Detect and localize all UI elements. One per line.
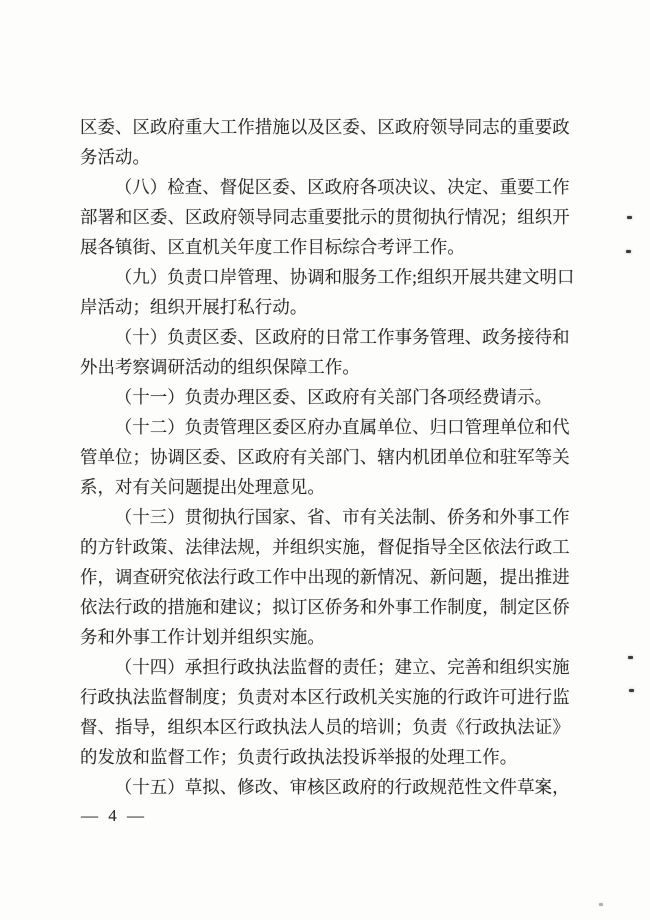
text-line: 务活动。 xyxy=(80,147,150,167)
text-line: 依法行政的措施和建议；拟订区侨务和外事工作制度，制定区侨 xyxy=(80,597,570,617)
text-line: （十）负责区委、区政府的日常工作事务管理、政务接待和 xyxy=(114,327,570,347)
scan-speck xyxy=(629,689,634,692)
text-line: 的发放和监督工作；负责行政执法投诉举报的处理工作。 xyxy=(80,747,518,767)
page-number: — 4 — xyxy=(81,806,147,825)
text-line: 管单位；协调区委、区政府有关部门、辖内机团单位和驻军等关 xyxy=(80,447,570,467)
text-line: （十三）贯彻执行国家、省、市有关法制、侨务和外事工作 xyxy=(114,507,570,527)
text-line: （十四）承担行政执法监督的责任；建立、完善和组织实施 xyxy=(114,657,570,677)
text-line: （十一）负责办理区委、区政府有关部门各项经费请示。 xyxy=(114,387,553,407)
text-line: 作，调查研究依法行政工作中出现的新情况、新问题，提出推进 xyxy=(80,567,570,587)
text-line: 展各镇街、区直机关年度工作目标综合考评工作。 xyxy=(80,237,465,257)
text-line: 务和外事工作计划并组织实施。 xyxy=(80,627,325,647)
text-line: 外出考察调研活动的组织保障工作。 xyxy=(80,357,360,377)
text-line: （十二）负责管理区委区府办直属单位、归口管理单位和代 xyxy=(114,417,570,437)
text-line: 系，对有关问题提出处理意见。 xyxy=(80,477,325,497)
text-line: 区委、区政府重大工作措施以及区委、区政府领导同志的重要政 xyxy=(80,117,570,137)
text-line: （十五）草拟、修改、审核区政府的行政规范性文件草案， xyxy=(114,777,570,797)
text-line: 岸活动；组织开展打私行动。 xyxy=(80,297,308,317)
scan-speck xyxy=(626,250,631,253)
document-body xyxy=(80,112,575,802)
text-line: 行政执法监督制度；负责对本区行政机关实施的行政许可进行监 xyxy=(80,687,570,707)
scan-speck xyxy=(628,656,633,659)
scan-speck xyxy=(627,216,632,219)
text-line: 部署和区委、区政府领导同志重要批示的贯彻执行情况；组织开 xyxy=(80,207,570,227)
text-line: 督、指导，组织本区行政执法人员的培训；负责《行政执法证》 xyxy=(80,717,570,737)
scan-speck xyxy=(599,903,603,906)
text-line: （八）检查、督促区委、区政府各项决议、决定、重要工作 xyxy=(114,177,570,197)
text-line: 的方针政策、法律法规，并组织实施，督促指导全区依法行政工 xyxy=(80,537,570,557)
text-line: （九）负责口岸管理、协调和服务工作;组织开展共建文明口 xyxy=(114,267,575,287)
